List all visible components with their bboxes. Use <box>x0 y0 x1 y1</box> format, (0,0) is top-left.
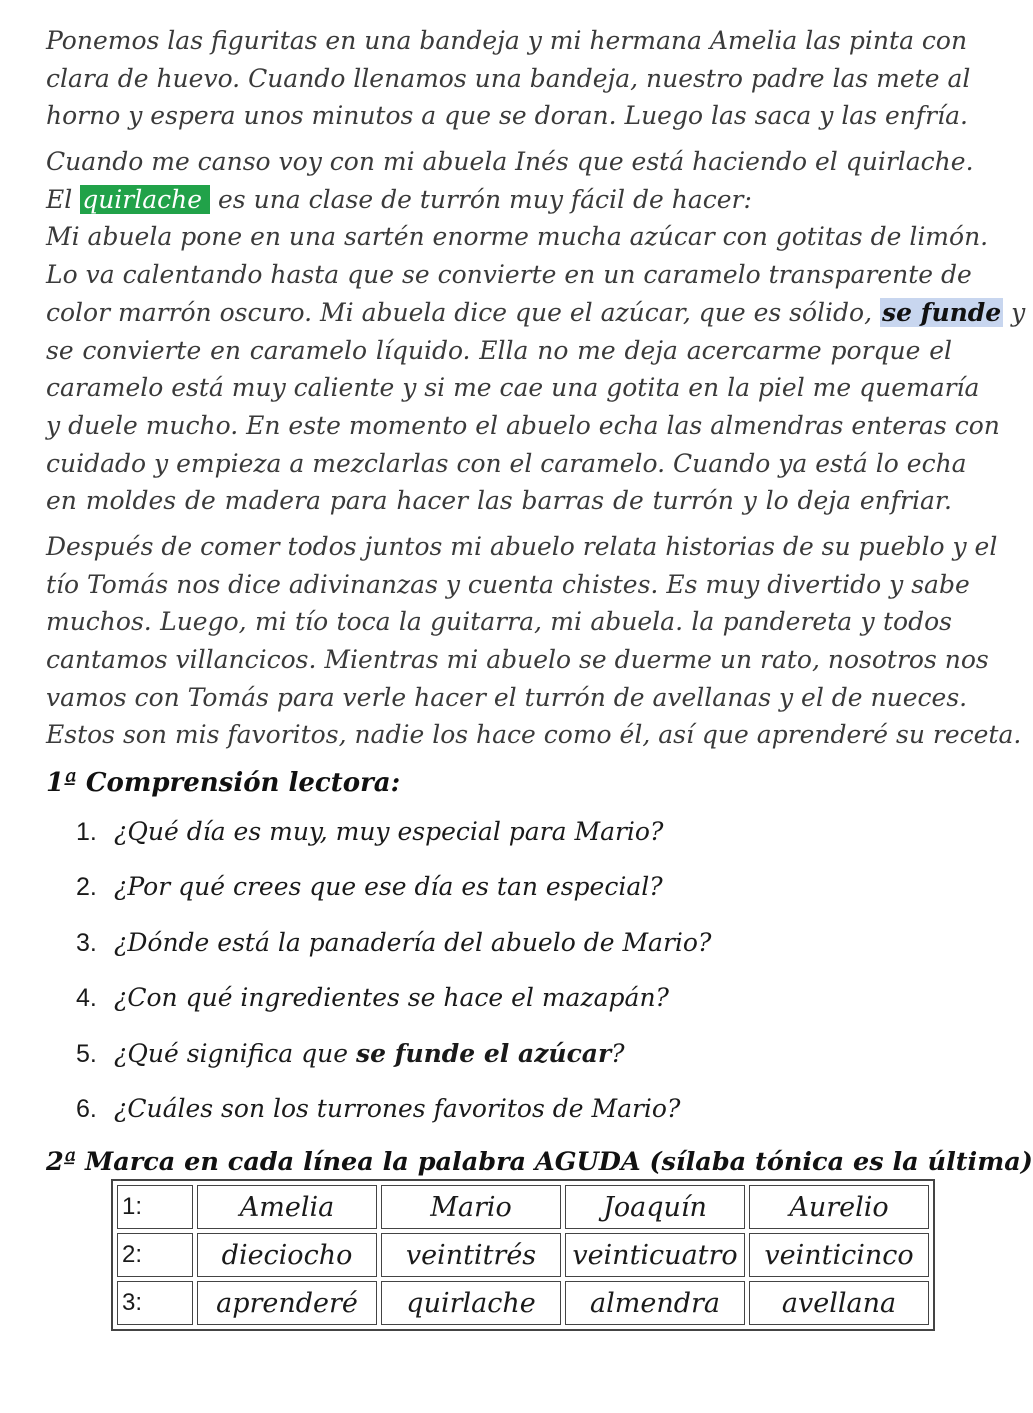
question-number: 3. <box>76 928 97 957</box>
text-line: muchos. Luego, mi tío toca la guitarra, mi abuela. la pandereta y todos <box>46 607 952 637</box>
section-1-heading <box>46 762 952 804</box>
word-cell[interactable]: dieciocho <box>197 1233 377 1277</box>
question-text: ¿Qué día es muy, muy especial para Mario? <box>113 817 664 847</box>
word-cell[interactable]: avellana <box>749 1281 929 1325</box>
question-number: 6. <box>76 1095 97 1124</box>
word-cell[interactable]: Joaquín <box>565 1185 745 1229</box>
word-cell[interactable]: Aurelio <box>749 1185 929 1229</box>
text-line <box>46 294 1026 332</box>
text-line: clara de huevo. Cuando llenamos una bandeja, nuestro padre las mete al <box>46 63 971 93</box>
story-paragraph-3 <box>46 528 1022 754</box>
text-line: cuidado y empieza a mezclarlas con el caramelo. Cuando ya está lo echa <box>46 448 967 478</box>
text-line: se convierte en caramelo líquido. Ella no me deja acercarme porque el <box>46 335 952 365</box>
question-item <box>46 1081 952 1136</box>
section-1-number: 1ª <box>46 768 77 799</box>
story-paragraph-2 <box>46 143 1026 520</box>
text-line: Después de comer todos juntos mi abuelo relata historias de su pueblo y el <box>46 531 998 561</box>
text-line: caramelo está muy caliente y si me cae una gotita en la piel me quemaría <box>46 373 980 403</box>
question-list <box>46 804 952 1136</box>
text-fragment: es una clase de turrón muy fácil de hacer: <box>218 184 752 214</box>
row-label: 3: <box>117 1281 193 1325</box>
section-2-heading: 2ª Marca en cada línea la palabra AGUDA (sílaba tónica es la última) <box>46 1147 1033 1178</box>
table-row <box>117 1233 929 1277</box>
text-line: y duele mucho. En este momento el abuelo echa las almendras enteras con <box>46 410 1000 440</box>
text-line: en moldes de madera para hacer las barras de turrón y lo deja enfriar. <box>46 486 952 516</box>
question-text: ¿Con qué ingredientes se hace el mazapán? <box>113 983 669 1013</box>
question-item <box>46 859 952 914</box>
text-line: tío Tomás nos dice adivinanzas y cuenta chistes. Es muy divertido y sabe <box>46 569 970 599</box>
text-line: vamos con Tomás para verle hacer el turrón de avellanas y el de nueces. <box>46 682 968 712</box>
question-item <box>46 915 952 970</box>
word-cell[interactable]: veinticinco <box>749 1233 929 1277</box>
question-text: ? <box>611 1038 625 1068</box>
question-text: ¿Qué significa que <box>113 1038 349 1068</box>
story-paragraph-1 <box>46 22 971 135</box>
question-text: ¿Cuáles son los turrones favoritos de Mario? <box>113 1094 681 1124</box>
text-line: Estos son mis favoritos, nadie los hace como él, así que aprenderé su receta. <box>46 720 1022 750</box>
question-number: 4. <box>76 984 97 1013</box>
question-number: 2. <box>76 873 97 902</box>
question-item <box>46 970 952 1025</box>
text-line: horno y espera unos minutos a que se doran. Luego las saca y las enfría. <box>46 101 968 131</box>
text-line: Mi abuela pone en una sartén enorme mucha azúcar con gotitas de limón. <box>46 222 989 252</box>
row-label: 2: <box>117 1233 193 1277</box>
question-number: 5. <box>76 1039 97 1068</box>
highlighted-phrase-se-funde[interactable]: se funde <box>882 297 1002 327</box>
question-item <box>46 1026 952 1081</box>
text-line: Ponemos las figuritas en una bandeja y mi hermana Amelia las pinta con <box>46 26 968 55</box>
text-line <box>46 181 952 219</box>
text-line: Cuando me canso voy con mi abuela Inés que está haciendo el quirlache. <box>46 147 974 177</box>
question-number: 1. <box>76 818 97 847</box>
word-cell[interactable]: veinticuatro <box>565 1233 745 1277</box>
word-cell[interactable]: Amelia <box>197 1185 377 1229</box>
word-cell[interactable]: aprenderé <box>197 1281 377 1325</box>
row-label: 1: <box>117 1185 193 1229</box>
question-bold-phrase: se funde el azúcar <box>356 1038 612 1068</box>
text-fragment: y <box>1011 297 1026 327</box>
text-fragment: color marrón oscuro. Mi abuela dice que el azúcar, que es sólido, <box>46 297 873 327</box>
table-row <box>117 1281 929 1325</box>
word-cell[interactable]: quirlache <box>381 1281 561 1325</box>
word-cell[interactable]: veintitrés <box>381 1233 561 1277</box>
word-cell[interactable]: almendra <box>565 1281 745 1325</box>
highlighted-word-quirlache[interactable]: quirlache <box>80 185 210 214</box>
section-1-title: Comprensión lectora: <box>85 768 401 799</box>
question-text: ¿Por qué crees que ese día es tan especial? <box>113 872 663 902</box>
word-cell[interactable]: Mario <box>381 1185 561 1229</box>
question-item <box>46 804 952 859</box>
table-row <box>117 1185 929 1229</box>
question-text: ¿Dónde está la panadería del abuelo de Mario? <box>113 927 712 957</box>
text-line: cantamos villancicos. Mientras mi abuelo se duerme un rato, nosotros nos <box>46 645 989 674</box>
aguda-word-table <box>111 1179 935 1331</box>
text-line: Lo va calentando hasta que se convierte en un caramelo transparente de <box>46 260 972 290</box>
worksheet-page <box>46 22 1033 1182</box>
text-fragment: El <box>46 184 73 214</box>
